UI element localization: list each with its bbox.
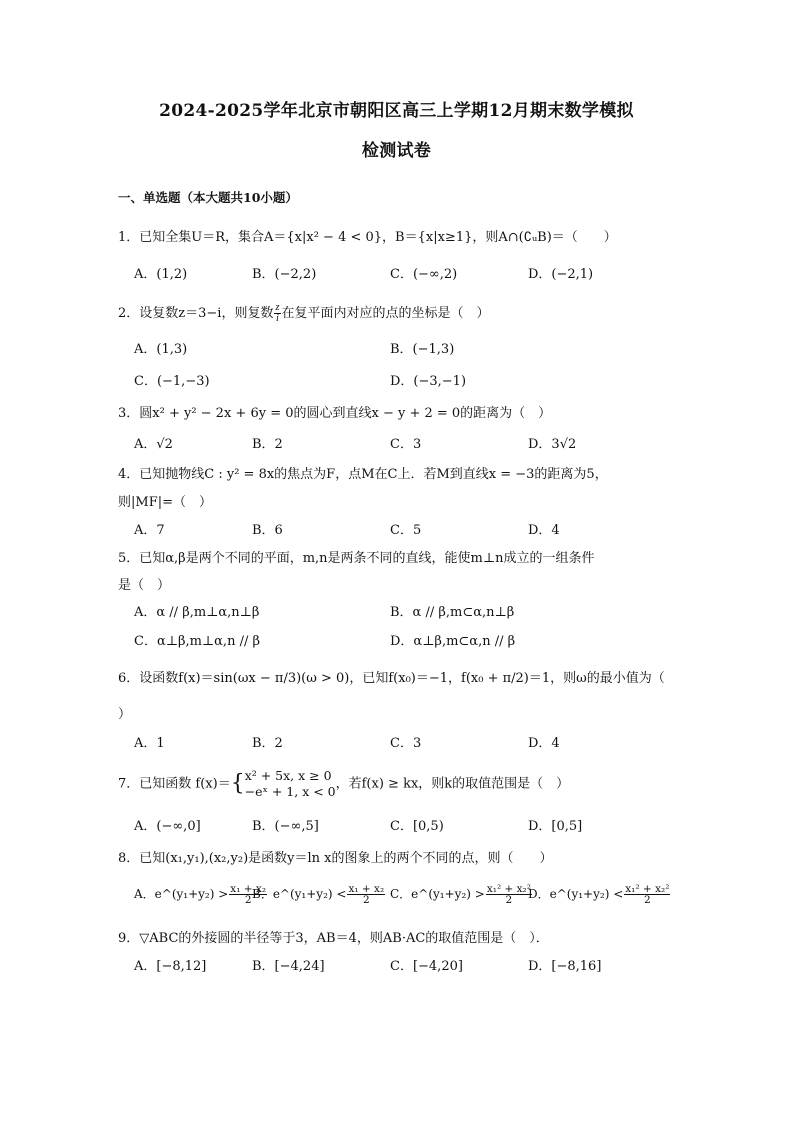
q8-d-den: 2 (643, 894, 651, 906)
q8-option-c (390, 884, 533, 905)
q6-option-a: A．1 (134, 736, 165, 751)
question-9-stem: 9．▽ABC的外接圆的半径等于3，AB＝4，则AB·AC的取值范围是（ ）． (118, 931, 549, 946)
q6-option-b: B．2 (252, 736, 283, 751)
q1-option-c: C．(−∞,2) (390, 267, 458, 282)
q8-b-frac (347, 884, 385, 905)
question-4-stem-line2: 则|MF|=（ ） (118, 495, 212, 510)
q2-option-b: B．(−1,3) (390, 342, 455, 357)
q2-fraction (274, 303, 280, 324)
q5-option-d: D．α⊥β,m⊂α,n // β (390, 634, 516, 649)
question-2-stem (118, 303, 490, 324)
q8-option-b (252, 884, 386, 905)
q8-b-lhs: B．e^(y₁+y₂) < (252, 887, 347, 901)
question-4-stem-line1: 4．已知抛物线C : y² = 8x的焦点为F，点M在C上．若M到直线x = −3的距离为5， (118, 467, 608, 482)
q8-a-den: 2 (244, 894, 252, 906)
q3-option-d: D．3√2 (528, 437, 577, 452)
section-heading: 一、单选题（本大题共10小题） (118, 190, 298, 205)
q1-option-d: D．(−2,1) (528, 267, 594, 282)
q7-option-b: B．(−∞,5] (252, 819, 319, 834)
q5-option-b: B．α // β,m⊂α,n⊥β (390, 605, 515, 620)
q4-option-c: C．5 (390, 523, 422, 538)
q8-c-lhs: C．e^(y₁+y₂) > (390, 887, 485, 901)
q8-option-d (528, 884, 671, 905)
q5-option-a: A．α // β,m⊥α,n⊥β (134, 605, 260, 620)
q7-piecewise (245, 768, 336, 800)
q6-option-d: D．4 (528, 736, 560, 751)
question-5-stem-line2: 是（ ） (118, 578, 171, 593)
q8-a-num: x₁ + x₂ (230, 883, 267, 895)
q8-c-num: x₁² + x₂² (486, 883, 531, 895)
question-8-stem: 8．已知(x₁,y₁),(x₂,y₂)是函数y＝ln x的图象上的两个不同的点，则（ ） (118, 851, 553, 866)
q9-option-c: C．[−4,20] (390, 959, 463, 974)
q7-stem-after: ，若f(x) ≥ kx，则k的取值范围是（ ） (335, 776, 570, 792)
q7-case-2: −eˣ + 1, x < 0 (244, 784, 336, 799)
q3-option-b: B．2 (252, 437, 283, 452)
question-1-stem: 1．已知全集U＝R，集合A＝{x|x² − 4 < 0}，B＝{x|x≥1}，则A∩(∁ᵤB)＝（ ） (118, 230, 617, 245)
q3-option-a: A．√2 (134, 437, 173, 452)
q9-option-a: A．[−8,12] (134, 959, 207, 974)
q7-brace: { (230, 771, 245, 796)
q8-c-den: 2 (505, 894, 513, 906)
q8-d-lhs: D．e^(y₁+y₂) < (528, 887, 624, 901)
q1-option-a: A．(1,2) (134, 267, 188, 282)
q2-stem-after: 在复平面内对应的点的坐标是（ ） (281, 306, 490, 321)
q2-frac-num: z (275, 302, 280, 313)
question-6-stem-line2: ） (118, 707, 132, 722)
q7-case-1: x² + 5x, x ≥ 0 (244, 768, 332, 783)
q7-option-d: D．[0,5] (528, 819, 583, 834)
q2-option-c: C．(−1,−3) (134, 374, 210, 389)
q8-a-lhs: A．e^(y₁+y₂) > (134, 887, 229, 901)
q4-option-d: D．4 (528, 523, 560, 538)
exam-title-line2: 检测试卷 (361, 141, 432, 161)
q8-b-num: x₁ + x₂ (348, 883, 385, 895)
q2-option-a: A．(1,3) (134, 342, 188, 357)
q8-b-den: 2 (362, 894, 370, 906)
question-5-stem-line1: 5．已知α,β是两个不同的平面，m,n是两条不同的直线，能使m⊥n成立的一组条件 (118, 551, 595, 566)
q9-option-d: D．[−8,16] (528, 959, 602, 974)
q5-option-c: C．α⊥β,m⊥α,n // β (134, 634, 260, 649)
q1-option-b: B．(−2,2) (252, 267, 317, 282)
question-7-stem (118, 766, 569, 803)
q8-d-frac (624, 884, 670, 905)
q7-option-a: A．(−∞,0] (134, 819, 201, 834)
q9-option-b: B．[−4,24] (252, 959, 325, 974)
question-3-stem: 3．圆x² + y² − 2x + 6y = 0的圆心到直线x − y + 2 = 0的距离为（ ） (118, 406, 552, 421)
q6-option-c: C．3 (390, 736, 422, 751)
q8-option-a (134, 884, 268, 905)
q2-option-d: D．(−3,−1) (390, 374, 467, 389)
q8-d-num: x₁² + x₂² (625, 883, 670, 895)
q2-frac-den: i (276, 313, 279, 324)
q2-stem-before: 2．设复数z＝3−i，则复数 (118, 306, 274, 321)
q3-option-c: C．3 (390, 437, 422, 452)
q7-option-c: C．[0,5) (390, 819, 444, 834)
exam-title-line1: 2024-2025学年北京市朝阳区高三上学期12月期末数学模拟 (159, 101, 634, 121)
q8-c-frac (486, 884, 532, 905)
q7-stem-before: 7．已知函数 f(x)＝ (118, 776, 231, 792)
q4-option-b: B．6 (252, 523, 283, 538)
q4-option-a: A．7 (134, 523, 165, 538)
question-6-stem-line1: 6．设函数f(x)＝sin(ωx − π/3)(ω > 0)，已知f(x₀)＝−1，f(x₀ + π/2)＝1，则ω的最小值为（ (118, 671, 665, 686)
